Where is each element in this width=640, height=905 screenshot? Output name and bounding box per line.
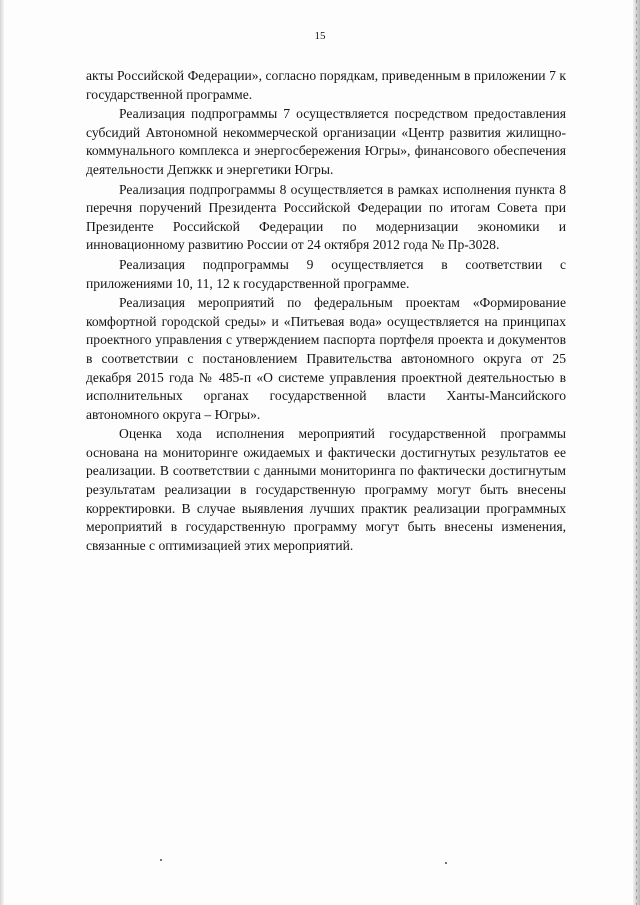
paragraph-federal-projects: Реализация мероприятий по федеральным проектам «Формирование комфортной городской среды» и «Питьевая вода» осуществляется на принципах проектного управления с утверждением паспорта портфеля проекта и документов в соответствии с постановлением Правительства автономного округа от 25 декабря 2015 года № 485-п «О системе управления проектной деятельностью в исполнительных органах государственной власти Ханты-Мансийского автономного округа – Югры». — [86, 295, 566, 422]
scan-speck — [160, 859, 162, 861]
paragraph-subprogram-9: Реализация подпрограммы 9 осуществляется в соответствии с приложениями 10, 11, 12 к государственной программе. — [86, 256, 566, 291]
scan-speck — [445, 862, 447, 864]
paragraph-monitoring: Оценка хода исполнения мероприятий государственной программы основана на мониторинге ожидаемых и фактически достигнутых результатов ее реализации. В соответствии с данными мониторинга по фактически достигнутым результатам реализации в государственную программу могут быть внесены корректировки. В случае выявления лучших практик реализации программных мероприятий в государственную программу могут быть внесены изменения, связанные с оптимизацией этих мероприятий. — [86, 426, 566, 553]
paragraph-subprogram-7: Реализация подпрограммы 7 осуществляется посредством предоставления субсидий Автономной некоммерческой организации «Центр развития жилищно-коммунального комплекса и энергосбережения Югры», финансового обеспечения деятельности Депжкк и энергетики Югры. — [86, 106, 566, 177]
document-body — [86, 67, 566, 555]
scan-edge-right — [633, 0, 640, 905]
scan-edge-left — [0, 0, 4, 905]
paragraph-continuation: акты Российской Федерации», согласно порядкам, приведенным в приложении 7 к государственной программе. — [86, 68, 566, 102]
paragraph-subprogram-8: Реализация подпрограммы 8 осуществляется в рамках исполнения пункта 8 перечня поручений Президента Российской Федерации по итогам Совета при Президенте Российской Федерации по модернизации экономики и инновационному развитию России от 24 октября 2012 года № Пр-3028. — [86, 181, 566, 253]
page-number: 15 — [314, 30, 326, 42]
